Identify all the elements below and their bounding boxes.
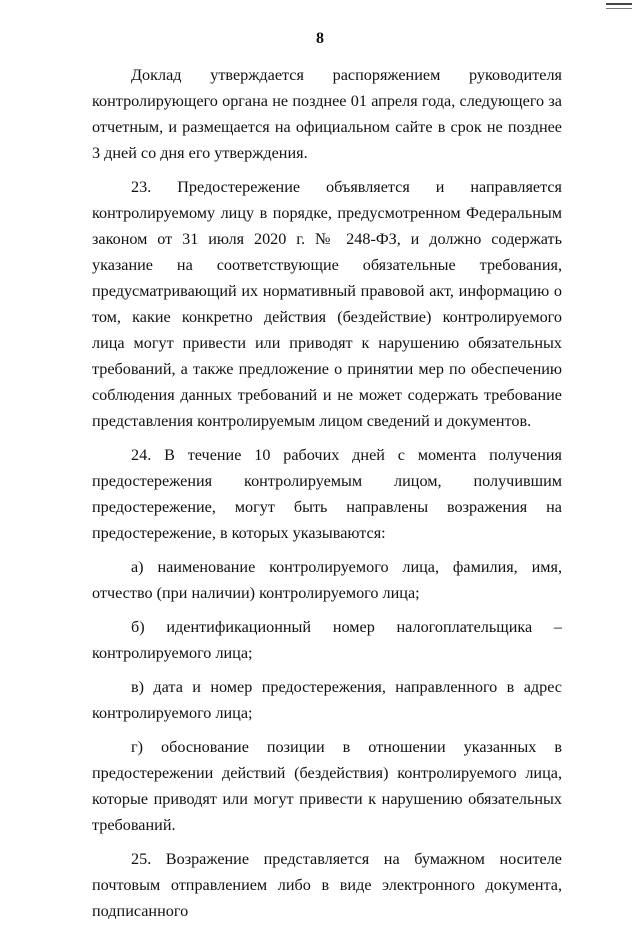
paragraph-25-submission: 25. Возражение представляется на бумажном носителе почтовым отправлением либо в виде электронного документа, подписанного [92,850,562,920]
list-item-b: б) идентификационный номер налогоплательщика – контролируемого лица; [92,618,562,662]
list-item-a: а) наименование контролируемого лица, фамилия, имя, отчество (при наличии) контролируемого лица; [92,558,562,602]
paragraph-report-approval: Доклад утверждается распоряжением руководителя контролирующего органа не позднее 01 апреля года, следующего за отчетным, и размещается на официальном сайте в срок не позднее 3 дней со дня его утверждения. [92,66,562,162]
list-item-g: г) обоснование позиции в отношении указанных в предостережении действий (бездействия) контролируемого лица, которые приводят или могут привести к нарушению обязательных требований. [92,738,562,834]
paragraph-23-warning: 23. Предостережение объявляется и направляется контролируемому лицу в порядке, предусмотренном Федеральным законом от 31 июля 2020 г. № 248-ФЗ, и должно содержать указание на соответствующие обязательные требования, предусматривающий их нормативный правовой акт, информацию о том, какие конкретно действия (бездействие) контролируемого лица могут привести или приводят к нарушению обязательных требований, а также предложение о принятии мер по обеспечению соблюдения данных требований и не может содержать требование представления контролируемым лицом сведений и документов. [92,178,562,430]
list-item-v: в) дата и номер предостережения, направленного в адрес контролируемого лица; [92,678,562,722]
page-number: 8 [316,30,324,47]
corner-scan-mark [606,3,632,9]
document-body [92,62,562,932]
paragraph-24-objections: 24. В течение 10 рабочих дней с момента получения предостережения контролируемым лицом, получившим предостережение, могут быть направлены возражения на предостережение, в которых указываются: [92,446,562,542]
